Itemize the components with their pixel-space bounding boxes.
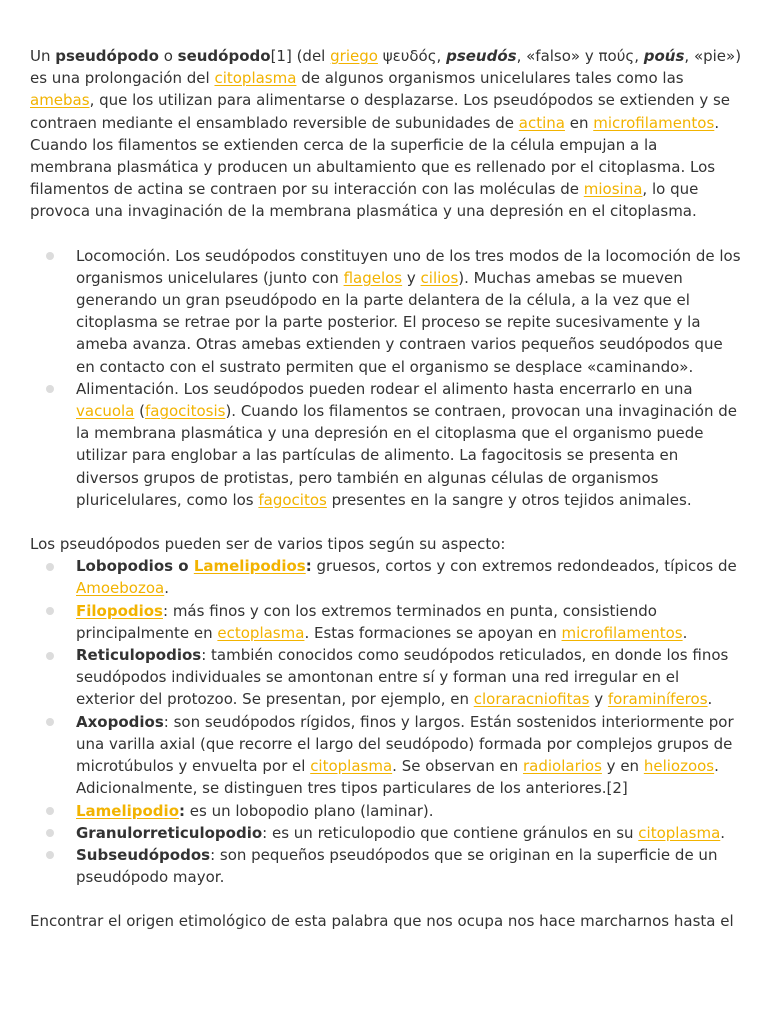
- term-colon: :: [179, 801, 185, 820]
- item-text: Alimentación. Los seudópodos pueden rodear el alimento hasta encerrarlo en una: [76, 379, 693, 398]
- term-axopodios: Axopodios: [76, 712, 164, 731]
- intro-text: , que los utilizan para alimentarse o desplazarse. Los pseudópodos se extienden y se contraen mediante el ensamblado reversible de subunidades de: [30, 91, 731, 132]
- item-text: y: [589, 690, 608, 709]
- intro-paragraph: [30, 45, 742, 223]
- link-heliozoos[interactable]: heliozoos: [643, 757, 715, 776]
- list-item-reticulopodios: [30, 644, 742, 711]
- types-intro: Los pseudópodos pueden ser de varios tipos según su aspecto:: [30, 535, 506, 554]
- item-text: . Adicionalmente, se distinguen tres tipos particulares de los anteriores.[2]: [76, 757, 719, 798]
- intro-text: o: [158, 47, 178, 65]
- item-text: : más finos y con los extremos terminados en punta, consistiendo principalmente en: [76, 601, 657, 642]
- link-citoplasma[interactable]: citoplasma: [214, 69, 297, 88]
- item-text: . Estas formaciones se apoyan en: [304, 623, 562, 642]
- term-granulorreticulopodio: Granulorreticulopodio: [76, 823, 263, 842]
- intro-text: en: [564, 113, 594, 132]
- term-pseudopodo: pseudópodo: [55, 47, 159, 65]
- item-text: Locomoción. Los seudópodos constituyen uno de los tres modos de la locomoción de los organismos unicelulares (junto con: [76, 246, 741, 287]
- list-item-lobopodios: [30, 555, 742, 599]
- item-text: (: [134, 402, 145, 421]
- list-item-subseudopodos: [30, 844, 742, 888]
- intro-text: . Cuando los filamentos se extienden cerca de la superficie de la célula empujan a la membrana plasmática y producen un abultamiento que es rellenado por el citoplasma. Los filamentos de actina se contraen por su interacción con las moléculas de: [30, 113, 720, 199]
- term-pous: poús: [643, 47, 685, 65]
- term-pseudos: pseudós: [446, 47, 517, 65]
- link-amoebozoa[interactable]: Amoebozoa: [76, 579, 165, 598]
- link-actina[interactable]: actina: [518, 113, 565, 132]
- item-text: ). Cuando los filamentos se contraen, provocan una invaginación de la membrana plasmática y una depresión en el citoplasma que el organismo puede utilizar para englobar a las partículas de alimento. La fagocitosis se presenta en diversos grupos de protistas, pero también en algunas células de organismos pluricelulares, como los: [76, 402, 737, 509]
- intro-text: de algunos organismos unicelulares tales como las: [296, 69, 684, 88]
- term-reticulopodios: Reticulopodios: [76, 646, 202, 665]
- link-filopodios[interactable]: Filopodios: [76, 601, 163, 620]
- item-text: presentes en la sangre y otros tejidos animales.: [326, 490, 692, 509]
- term-colon: :: [305, 557, 312, 576]
- closing-paragraph: Encontrar el origen etimológico de esta palabra que nos ocupa nos hace marcharnos hasta el: [30, 912, 734, 931]
- item-text: : es un reticulopodio que contiene gránulos en su: [262, 823, 639, 842]
- article-body: [30, 45, 742, 933]
- link-ectoplasma[interactable]: ectoplasma: [217, 623, 305, 642]
- link-radiolarios[interactable]: radiolarios: [522, 757, 602, 776]
- list-item-filopodios: [30, 600, 742, 644]
- item-text: : también conocidos como seudópodos reticulados, en donde los finos seudópodos individuales se amontonan entre sí y forman una red irregular en el exterior del protozoo. Se presentan, por ejemplo, en: [76, 646, 729, 709]
- intro-text: , «pie») es una prolongación del: [30, 47, 742, 88]
- item-text: y: [402, 268, 421, 287]
- link-cloraracniofitas[interactable]: cloraracniofitas: [473, 690, 590, 709]
- list-item-lamelipodio: [30, 800, 742, 822]
- item-text: .: [164, 579, 170, 598]
- link-flagelos[interactable]: flagelos: [343, 268, 403, 287]
- item-text: ). Muchas amebas se mueven generando un gran pseudópodo en la parte delantera de la célula, a la vez que el citoplasma se retrae por la parte posterior. El proceso se repite sucesivamente y la ameba avanza. Otras amebas extienden y contraen varios pequeños seudópodos que en contacto con el sustrato permiten que el organismo se desplace «caminando».: [76, 268, 723, 376]
- functions-list: [30, 245, 742, 511]
- link-microfilamentos[interactable]: microfilamentos: [593, 113, 715, 132]
- link-fagocitosis[interactable]: fagocitosis: [144, 402, 226, 421]
- list-item-axopodios: [30, 711, 742, 800]
- link-griego[interactable]: griego: [330, 47, 378, 65]
- link-fagocitos[interactable]: fagocitos: [258, 490, 327, 509]
- link-lamelipodios[interactable]: Lamelipodios: [193, 557, 306, 576]
- term-subseudopodos: Subseudópodos: [76, 845, 211, 864]
- types-list: [30, 555, 742, 888]
- link-foraminiferos[interactable]: foraminíferos: [607, 690, 708, 709]
- item-text: es un lobopodio plano (laminar).: [185, 801, 434, 820]
- link-amebas[interactable]: amebas: [30, 91, 90, 110]
- link-cilios[interactable]: cilios: [420, 268, 459, 287]
- list-item-granulorreticulopodio: [30, 822, 742, 844]
- link-vacuola[interactable]: vacuola: [76, 402, 135, 421]
- link-lamelipodio[interactable]: Lamelipodio: [76, 801, 179, 820]
- list-item-locomocion: [30, 245, 742, 378]
- term-lobopodios: Lobopodios o: [76, 557, 194, 576]
- link-miosina[interactable]: miosina: [583, 180, 643, 199]
- item-text: y en: [601, 757, 644, 776]
- intro-text: [1] (del: [270, 47, 331, 65]
- intro-text: Un: [30, 47, 56, 65]
- item-text: .: [707, 690, 713, 709]
- term-seudopodo: seudópodo: [177, 47, 271, 65]
- item-text: : son seudópodos rígidos, finos y largos. Están sostenidos interiormente por una varilla axial (que recorre el largo del seudópodo) formada por complejos grupos de microtúbulos y envuelta por el: [76, 712, 734, 776]
- intro-text: ψευδός,: [377, 47, 447, 65]
- item-text: .: [682, 623, 688, 642]
- link-citoplasma-2[interactable]: citoplasma: [310, 757, 393, 776]
- item-text: gruesos, cortos y con extremos redondeados, típicos de: [311, 557, 737, 576]
- list-item-alimentacion: [30, 378, 742, 511]
- intro-text: , lo que provoca una invaginación de la membrana plasmática y una depresión en el citoplasma.: [30, 180, 699, 221]
- item-text: .: [720, 823, 726, 842]
- intro-text: , «falso» y πούς,: [516, 47, 644, 65]
- link-microfilamentos-2[interactable]: microfilamentos: [561, 623, 683, 642]
- link-citoplasma-3[interactable]: citoplasma: [638, 823, 721, 842]
- item-text: . Se observan en: [392, 757, 523, 776]
- item-text: : son pequeños pseudópodos que se originan en la superficie de un pseudópodo mayor.: [76, 845, 718, 887]
